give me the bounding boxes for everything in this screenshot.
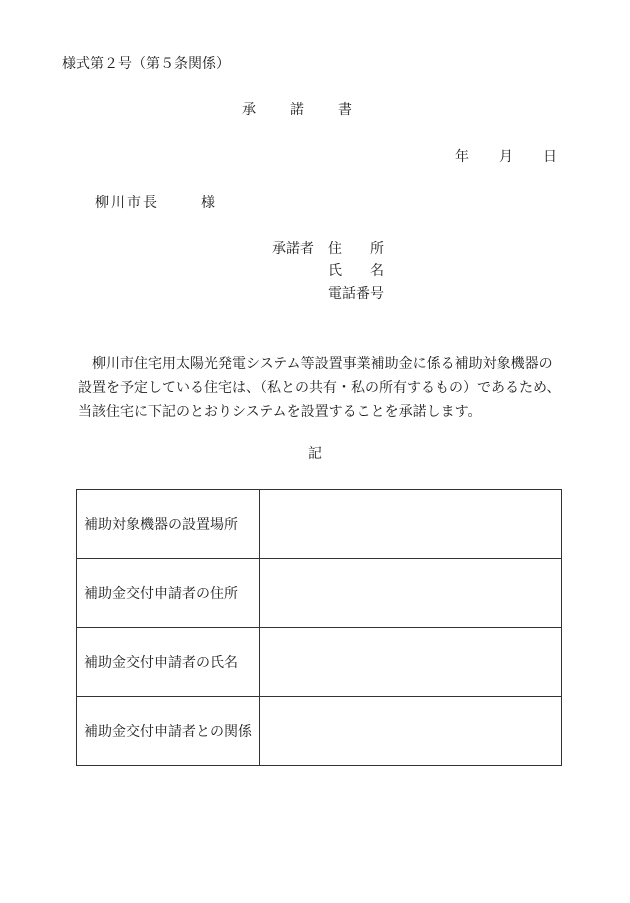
ki-heading: 記 (308, 446, 322, 462)
row-value-installation-site[interactable] (260, 490, 562, 559)
row-label-installation-site: 補助対象機器の設置場所 (77, 490, 260, 559)
detail-table (76, 489, 562, 766)
date-line (455, 150, 557, 164)
row-label-applicant-address: 補助金交付申請者の住所 (77, 559, 260, 628)
phone-label: 電話番号 (328, 286, 384, 302)
row-value-applicant-name[interactable] (260, 628, 562, 697)
row-value-relationship[interactable] (260, 697, 562, 766)
table-row (77, 697, 562, 766)
name-label: 氏 名 (328, 263, 384, 279)
consenter-address-row (272, 242, 384, 256)
date-day-unit: 日 (543, 149, 557, 165)
date-month-unit: 月 (499, 149, 513, 165)
consent-statement (78, 352, 568, 424)
form-number: 様式第２号（第５条関係） (62, 56, 230, 72)
addressee-name: 柳川市長 (95, 195, 159, 211)
document-title (242, 103, 352, 117)
address-label: 住 所 (328, 241, 384, 257)
statement-line-2: 設置を予定している住宅は、（私との共有・私の所有するもの）であるため、 (78, 380, 561, 396)
title-char-2: 諾 (290, 102, 304, 118)
row-label-relationship: 補助金交付申請者との関係 (77, 697, 260, 766)
row-label-applicant-name: 補助金交付申請者の氏名 (77, 628, 260, 697)
statement-line-3: 当該住宅に下記のとおりシステムを設置することを承諾します。 (78, 404, 482, 420)
addressee-honorific: 様 (201, 195, 215, 211)
row-value-applicant-address[interactable] (260, 559, 562, 628)
consenter-name-row (272, 264, 384, 278)
title-char-1: 承 (242, 102, 256, 118)
table-row (77, 559, 562, 628)
table-row (77, 628, 562, 697)
title-char-3: 書 (338, 102, 352, 118)
consenter-phone-row (272, 287, 384, 301)
statement-line-1: 柳川市住宅用太陽光発電システム等設置事業補助金に係る補助対象機器の (92, 356, 553, 372)
table-row (77, 490, 562, 559)
consenter-label: 承諾者 (272, 241, 314, 257)
date-year-unit: 年 (455, 149, 469, 165)
addressee (95, 196, 215, 210)
